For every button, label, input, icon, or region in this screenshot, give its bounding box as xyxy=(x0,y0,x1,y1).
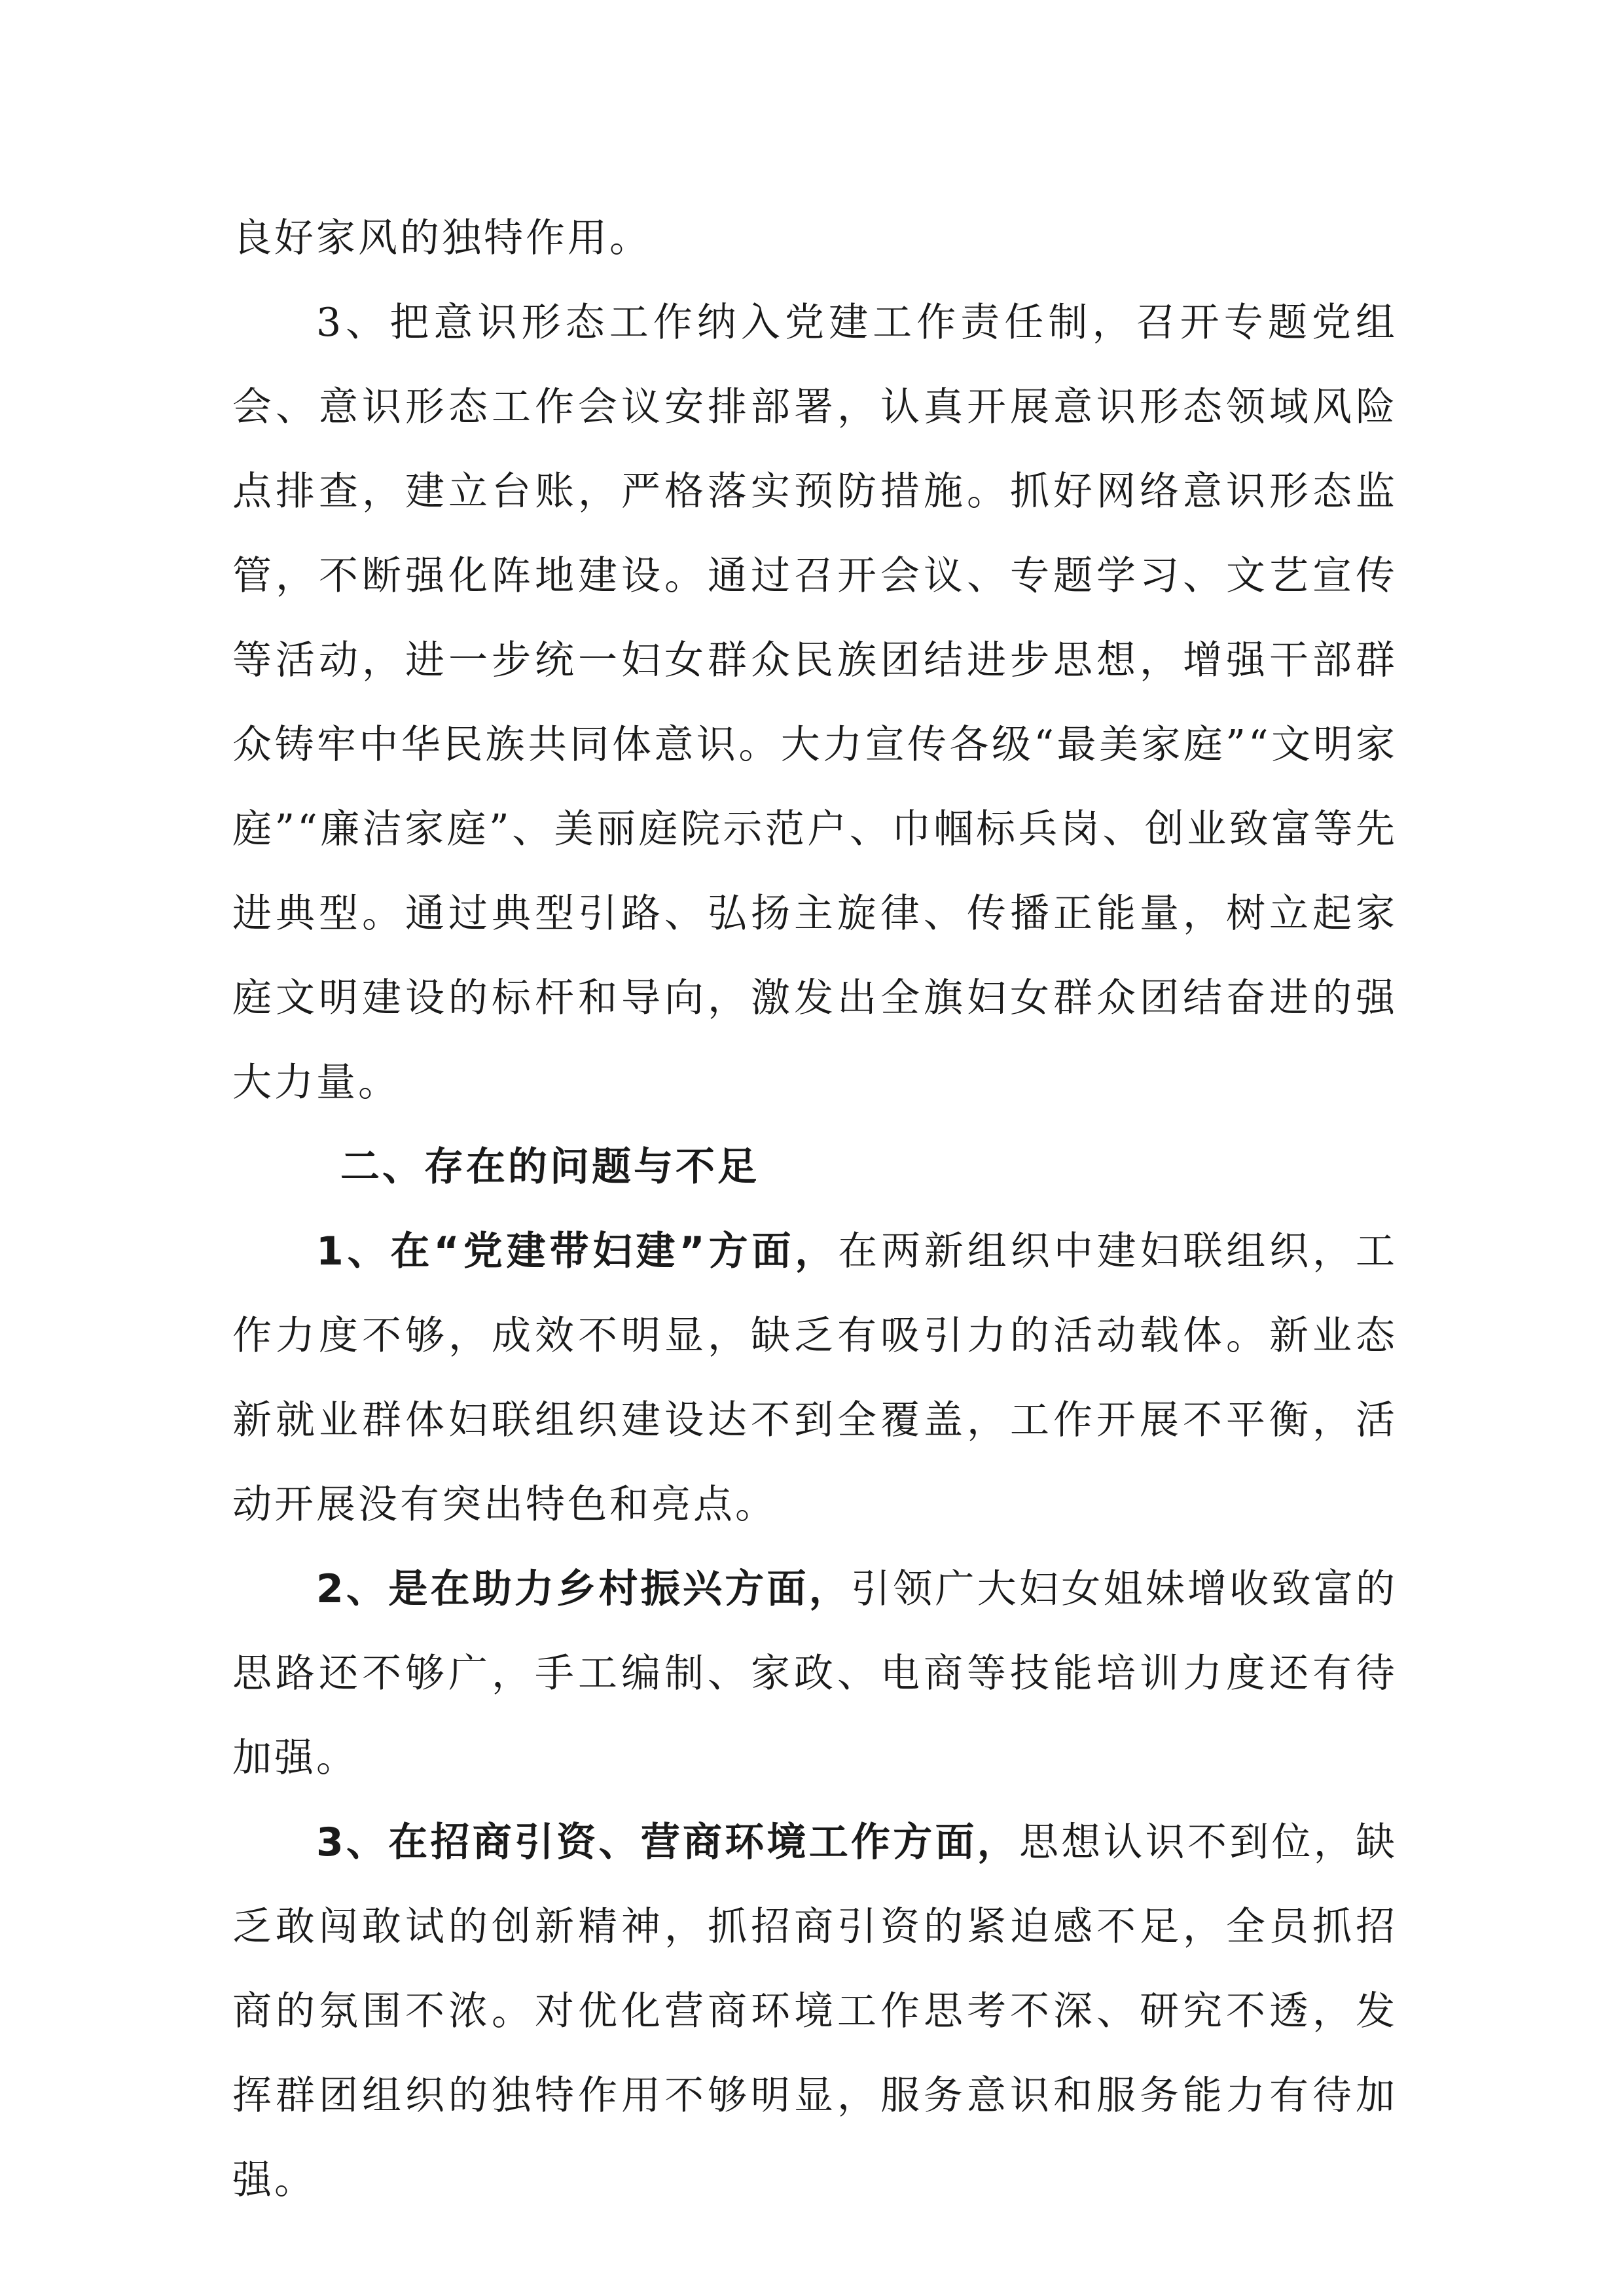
problem-1-lead: 1、在“党建带妇建”方面， xyxy=(316,1229,839,1274)
problem-3-text: 思想认识不到位，缺乏敢闯敢试的创新精神，抓招商引资的紧迫感不足，全员抓招商的氛围不浓。对优化营商环境工作思考不深、研究不透，发挥群团组织的独特作用不够明显，服务意识和服务能力有待加强。 xyxy=(232,1820,1398,2203)
continuation-paragraph: 良好家风的独特作用。 xyxy=(232,215,651,261)
item-3-paragraph: 3、把意识形态工作纳入党建工作责任制，召开专题党组会、意识形态工作会议安排部署，认真开展意识形态领域风险点排查，建立台账，严格落实预防措施。抓好网络意识形态监管，不断强化阵地建设。通过召开会议、专题学习、文艺宣传等活动，进一步统一妇女群众民族团结进步思想，增强干部群众铸牢中华民族共同体意识。大力宣传各级“最美家庭”“文明家庭”“廉洁家庭”、美丽庭院示范户、巾帼标兵岗、创业致富等先进典型。通过典型引路、弘扬主旋律、传播正能量，树立起家庭文明建设的标杆和导向，激发出全旗妇女群众团结奋进的强大力量。 xyxy=(232,300,1398,1105)
problem-3-paragraph xyxy=(232,1801,1398,2223)
problem-3-lead: 3、在招商引资、营商环境工作方面， xyxy=(316,1820,1019,1865)
section-heading: 二、存在的问题与不足 xyxy=(340,1144,759,1190)
document-body xyxy=(232,196,1398,2223)
problem-1-text: 在两新组织中建妇联组织，工作力度不够，成效不明显，缺乏有吸引力的活动载体。新业态新就业群体妇联组织建设达不到全覆盖，工作开展不平衡，活动开展没有突出特色和亮点。 xyxy=(232,1229,1398,1528)
problem-2-lead: 2、是在助力乡村振兴方面， xyxy=(316,1566,851,1612)
problem-2-paragraph xyxy=(232,1547,1398,1801)
problem-1-paragraph xyxy=(232,1210,1398,1547)
problem-2-text: 引领广大妇女姐妹增收致富的思路还不够广，手工编制、家政、电商等技能培训力度还有待加强。 xyxy=(232,1566,1398,1781)
